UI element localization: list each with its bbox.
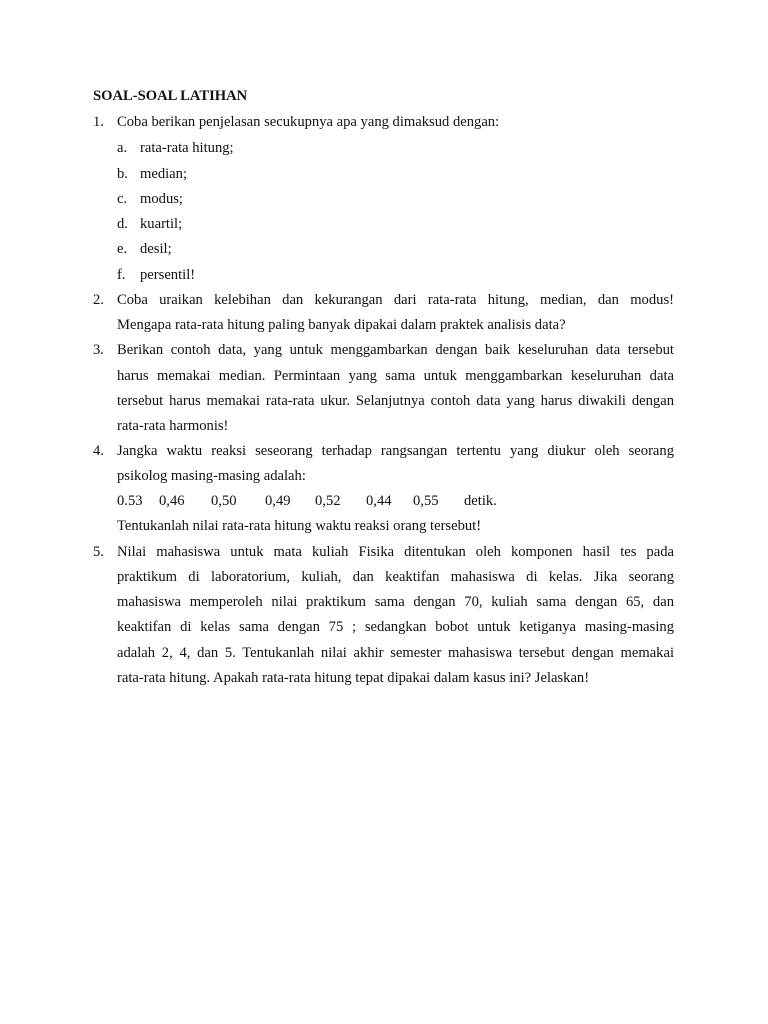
question-4-number: 4. [93, 443, 104, 459]
question-2-line: Mengapa rata-rata hitung paling banyak dipakai dalam praktek analisis data? [117, 317, 566, 333]
sub-item-letter: d. [117, 216, 128, 232]
reaction-time-unit: detik. [464, 493, 497, 509]
question-4-line: psikolog masing-masing adalah: [117, 468, 306, 484]
sub-item-letter: c. [117, 191, 128, 207]
question-2-number: 2. [93, 292, 104, 308]
sub-item-text: kuartil; [140, 216, 183, 232]
reaction-time-value: 0,46 [159, 493, 185, 509]
sub-item-text: desil; [140, 241, 172, 257]
sub-item-text: median; [140, 166, 188, 182]
question-4-line: Jangka waktu reaksi seseorang terhadap rangsangan tertentu yang diukur oleh seorang [117, 443, 674, 459]
question-5-line: Nilai mahasiswa untuk mata kuliah Fisika ditentukan oleh komponen hasil tes pada [117, 544, 674, 560]
reaction-time-value: 0,50 [211, 493, 237, 509]
sub-item-text: persentil! [140, 267, 196, 283]
question-1-text: Coba berikan penjelasan secukupnya apa yang dimaksud dengan: [117, 114, 500, 130]
sub-item-letter: b. [117, 166, 128, 182]
page-title: SOAL-SOAL LATIHAN [93, 88, 248, 104]
question-1-number: 1. [93, 114, 104, 130]
reaction-time-value: 0,55 [413, 493, 439, 509]
question-3-line: Berikan contoh data, yang untuk menggambarkan dengan baik keseluruhan data tersebut [117, 342, 674, 358]
sub-item-text: modus; [140, 191, 183, 207]
question-5-line: keaktifan di kelas sama dengan 75 ; sedangkan bobot untuk ketiganya masing-masing [117, 619, 674, 635]
question-5-number: 5. [93, 544, 104, 560]
question-5-line: rata-rata hitung. Apakah rata-rata hitung tepat dipakai dalam kasus ini? Jelaskan! [117, 670, 590, 686]
question-3-line: harus memakai median. Permintaan yang sama untuk menggambarkan keseluruhan data [117, 368, 674, 384]
question-3-line: tersebut harus memakai rata-rata ukur. Selanjutnya contoh data yang harus diwakili dengan [117, 393, 674, 409]
sub-item-text: rata-rata hitung; [140, 140, 234, 156]
reaction-time-value: 0.53 [117, 493, 143, 509]
sub-item-letter: e. [117, 241, 128, 257]
question-4-closing: Tentukanlah nilai rata-rata hitung waktu reaksi orang tersebut! [117, 518, 482, 534]
reaction-time-value: 0,49 [265, 493, 291, 509]
reaction-time-value: 0,52 [315, 493, 341, 509]
question-2-line: Coba uraikan kelebihan dan kekurangan dari rata-rata hitung, median, dan modus! [117, 292, 674, 308]
question-5-line: adalah 2, 4, dan 5. Tentukanlah nilai akhir semester mahasiswa tersebut dengan memakai [117, 645, 674, 661]
reaction-time-value: 0,44 [366, 493, 392, 509]
question-5-line: mahasiswa memperoleh nilai praktikum sama dengan 70, kuliah sama dengan 65, dan [117, 594, 674, 610]
sub-item-letter: a. [117, 140, 128, 156]
question-5-line: praktikum di laboratorium, kuliah, dan keaktifan mahasiswa di kelas. Jika seorang [117, 569, 674, 585]
sub-item-letter: f. [117, 267, 126, 283]
question-3-number: 3. [93, 342, 104, 358]
question-3-line: rata-rata harmonis! [117, 418, 229, 434]
